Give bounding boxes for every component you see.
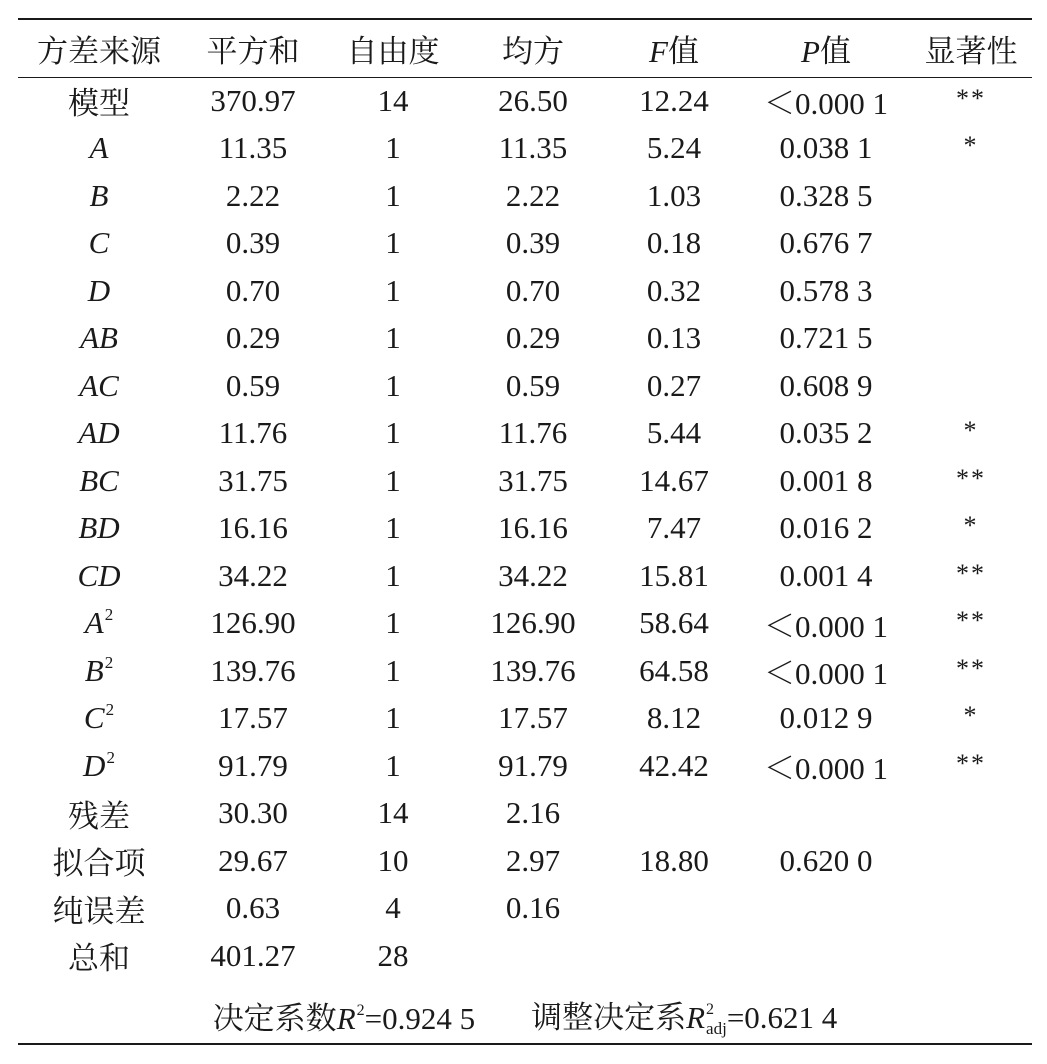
cell-p-value: 0.328 5 [779,177,873,213]
source-label: 纯误差 [52,893,146,929]
cell-sum-of-squares: 30.30 [218,795,288,831]
cell-mean-square: 0.39 [505,225,561,261]
cell-p-value: 0.676 7 [779,225,873,261]
significance-stars: * [963,131,979,161]
significance-stars: ** [956,653,986,683]
table-row [18,315,1032,363]
header-degrees-of-freedom: 自由度 [346,34,440,69]
cell-significance [910,600,1032,648]
cell-f-value: 14.67 [639,462,709,498]
table-row [18,647,1032,695]
cell-degrees-of-freedom: 1 [385,462,401,498]
r2-adj-label: 调整决定系 [531,1000,687,1035]
header-row [18,20,1032,77]
cell-mean-square: 34.22 [498,557,568,593]
cell-f-value: 5.24 [646,130,702,166]
cell-f-value [606,932,742,980]
cell-significance [910,457,1032,505]
table-bottom-rule [18,1043,1032,1045]
cell-mean-square: 26.50 [498,82,568,118]
header-sum-of-squares: 平方和 [206,34,300,69]
cell-f-value: 5.44 [646,415,702,451]
cell-sum-of-squares: 401.27 [210,937,296,973]
source-label: AB [80,320,118,356]
cell-source [18,410,180,458]
cell-p-value: 0.721 5 [779,320,873,356]
cell-significance [910,837,1032,885]
cell-degrees-of-freedom: 1 [385,605,401,641]
source-label: 残差 [68,798,130,834]
cell-degrees-of-freedom: 1 [385,320,401,356]
r2-adj-superscript: 2 [706,1001,715,1018]
table-row [18,77,1032,125]
r2-adj-symbol: R [686,1000,706,1035]
cell-degrees-of-freedom: 1 [385,177,401,213]
table-row [18,885,1032,933]
cell-sum-of-squares: 0.29 [225,320,281,356]
cell-f-value: 15.81 [639,557,709,593]
table-footer [18,992,1032,1039]
significance-stars: ** [956,558,986,588]
significance-stars: * [963,416,979,446]
cell-sum-of-squares: 126.90 [210,605,296,641]
cell-degrees-of-freedom: 1 [385,130,401,166]
source-superscript: 2 [104,652,114,672]
cell-sum-of-squares: 91.79 [218,747,288,783]
cell-f-value: 0.32 [646,272,702,308]
cell-p-value: ＜0.000 1 [764,608,888,644]
table-row [18,410,1032,458]
cell-p-value [742,790,910,838]
cell-significance [910,552,1032,600]
cell-mean-square [460,932,606,980]
source-label: BC [79,462,119,498]
header-f-symbol: F [649,34,668,69]
cell-source [18,125,180,173]
table-row [18,695,1032,743]
cell-significance [910,742,1032,790]
table-row [18,790,1032,838]
cell-degrees-of-freedom: 1 [385,557,401,593]
cell-significance [910,77,1032,125]
cell-f-value: 7.47 [646,510,702,546]
header-p-symbol: P [801,34,820,69]
cell-mean-square: 139.76 [490,652,576,688]
table-row [18,362,1032,410]
cell-source [18,172,180,220]
cell-f-value: 0.27 [646,367,702,403]
source-label: C [88,225,110,261]
cell-mean-square: 2.22 [505,177,561,213]
cell-degrees-of-freedom: 1 [385,510,401,546]
cell-source [18,315,180,363]
cell-sum-of-squares: 0.59 [225,367,281,403]
table-row [18,125,1032,173]
source-label: BD [78,510,120,546]
table-row [18,600,1032,648]
header-mean-square: 均方 [502,34,564,69]
cell-p-value: ＜0.000 1 [764,751,888,787]
cell-f-value: 0.13 [646,320,702,356]
cell-degrees-of-freedom: 10 [377,842,409,878]
cell-sum-of-squares: 31.75 [218,462,288,498]
cell-degrees-of-freedom: 1 [385,747,401,783]
r2-symbol: R [336,1001,356,1036]
table-row [18,505,1032,553]
cell-source [18,457,180,505]
cell-source [18,695,180,743]
cell-mean-square: 17.57 [498,700,568,736]
r2-label: 决定系数 [212,1001,337,1036]
cell-f-value: 18.80 [639,842,709,878]
r2-value: =0.924 5 [364,1001,476,1036]
cell-sum-of-squares: 0.70 [225,272,281,308]
cell-sum-of-squares: 11.35 [218,130,288,166]
cell-sum-of-squares: 2.22 [225,177,281,213]
source-label: D [83,747,106,783]
cell-source [18,742,180,790]
header-f-suffix: 值 [667,34,699,69]
cell-source [18,647,180,695]
source-superscript: 2 [106,747,115,767]
cell-source [18,600,180,648]
source-label: C [83,700,105,736]
cell-significance [910,695,1032,743]
cell-source [18,790,180,838]
header-p-value [742,20,910,77]
r2-adj-note [531,992,837,1039]
table-row [18,932,1032,980]
cell-sum-of-squares: 34.22 [218,557,288,593]
cell-significance [910,267,1032,315]
cell-source [18,932,180,980]
header-p-suffix: 值 [819,34,851,69]
cell-p-value: 0.578 3 [779,272,873,308]
significance-stars: * [963,511,979,541]
cell-p-value [742,885,910,933]
source-label: 总和 [68,941,130,977]
cell-source [18,220,180,268]
cell-source [18,77,180,125]
source-label: A [89,130,109,166]
cell-source [18,362,180,410]
source-label: B [89,177,109,213]
cell-mean-square: 91.79 [498,747,568,783]
cell-significance [910,362,1032,410]
cell-significance [910,505,1032,553]
source-label: D [87,272,111,308]
source-superscript: 2 [104,605,114,625]
cell-source [18,505,180,553]
r2-superscript: 2 [356,1002,365,1019]
cell-source [18,837,180,885]
cell-degrees-of-freedom: 1 [385,272,401,308]
source-label: 拟合项 [52,846,146,882]
cell-mean-square: 0.29 [505,320,561,356]
cell-sum-of-squares: 370.97 [210,82,296,118]
cell-mean-square: 0.16 [505,890,561,926]
cell-degrees-of-freedom: 1 [385,652,401,688]
table-row [18,837,1032,885]
significance-stars: ** [956,748,986,778]
cell-p-value: 0.035 2 [779,415,873,451]
cell-p-value: 0.620 0 [779,842,873,878]
cell-sum-of-squares: 0.39 [225,225,281,261]
cell-sum-of-squares: 16.16 [218,510,288,546]
cell-degrees-of-freedom: 1 [385,367,401,403]
cell-significance [910,220,1032,268]
source-superscript: 2 [105,700,115,720]
cell-f-value [606,885,742,933]
cell-significance [910,932,1032,980]
cell-p-value: 0.038 1 [779,130,873,166]
cell-degrees-of-freedom: 1 [385,700,401,736]
anova-table [18,20,1032,980]
cell-degrees-of-freedom: 1 [385,225,401,261]
table-body [18,77,1032,980]
cell-p-value: 0.001 8 [779,462,873,498]
cell-significance [910,647,1032,695]
cell-significance [910,885,1032,933]
cell-significance [910,125,1032,173]
cell-p-value: ＜0.000 1 [764,86,888,122]
cell-source [18,552,180,600]
significance-stars: ** [956,83,986,113]
cell-degrees-of-freedom: 1 [385,415,401,451]
cell-degrees-of-freedom: 28 [377,937,409,973]
cell-significance [910,790,1032,838]
cell-mean-square: 2.16 [505,795,561,831]
cell-mean-square: 11.35 [498,130,568,166]
source-label: B [84,652,104,688]
significance-stars: ** [956,606,986,636]
r2-adj-value: =0.621 4 [726,1000,838,1035]
cell-mean-square: 16.16 [498,510,568,546]
cell-f-value: 8.12 [646,700,702,736]
significance-stars: * [963,701,979,731]
cell-sum-of-squares: 0.63 [225,890,281,926]
cell-significance [910,410,1032,458]
cell-source [18,267,180,315]
cell-mean-square: 11.76 [498,415,568,451]
cell-f-value: 0.18 [646,225,702,261]
cell-sum-of-squares: 17.57 [218,700,288,736]
cell-f-value: 42.42 [639,747,709,783]
cell-sum-of-squares: 139.76 [210,652,296,688]
source-label: 模型 [68,86,130,122]
source-label: AC [79,367,119,403]
table-row [18,457,1032,505]
cell-f-value: 58.64 [639,605,709,641]
source-label: AD [78,415,120,451]
cell-sum-of-squares: 29.67 [218,842,288,878]
r2-note [213,993,475,1038]
cell-significance [910,315,1032,363]
cell-p-value [742,932,910,980]
cell-f-value: 12.24 [639,82,709,118]
cell-f-value: 1.03 [646,177,702,213]
cell-sum-of-squares: 11.76 [218,415,288,451]
cell-source [18,885,180,933]
cell-p-value: 0.608 9 [779,367,873,403]
table-row [18,742,1032,790]
cell-p-value: 0.012 9 [779,700,873,736]
header-f-value [606,20,742,77]
cell-degrees-of-freedom: 4 [385,890,401,926]
cell-p-value: 0.016 2 [779,510,873,546]
cell-p-value: 0.001 4 [779,557,873,593]
table-row [18,220,1032,268]
cell-significance [910,172,1032,220]
cell-mean-square: 0.70 [505,272,561,308]
table-row [18,267,1032,315]
table-row [18,552,1032,600]
table-row [18,172,1032,220]
source-label: A [84,605,104,641]
cell-mean-square: 126.90 [490,605,576,641]
significance-stars: ** [956,463,986,493]
header-significance: 显著性 [924,34,1018,69]
cell-mean-square: 31.75 [498,462,568,498]
cell-f-value: 64.58 [639,652,709,688]
cell-mean-square: 0.59 [505,367,561,403]
cell-p-value: ＜0.000 1 [764,656,888,692]
cell-degrees-of-freedom: 14 [377,82,409,118]
cell-degrees-of-freedom: 14 [377,795,409,831]
source-label: CD [77,557,121,593]
r2-adj-subscript: adj [706,1019,727,1038]
cell-mean-square: 2.97 [505,842,561,878]
cell-f-value [606,790,742,838]
header-source: 方差来源 [37,34,161,69]
